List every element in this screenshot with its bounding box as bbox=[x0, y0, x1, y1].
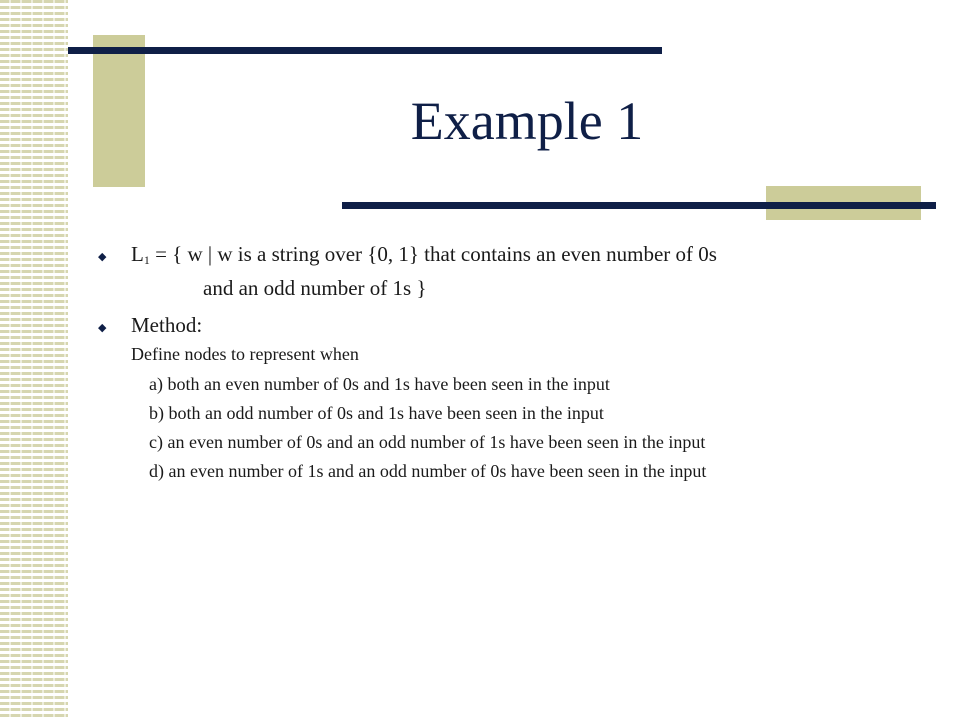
method-item-b: b) both an odd number of 0s and 1s have been seen in the input bbox=[149, 403, 604, 423]
method-item-a: a) both an even number of 0s and 1s have been seen in the input bbox=[149, 374, 610, 394]
diamond-bullet-icon: ◆ bbox=[98, 322, 107, 334]
diamond-bullet-icon: ◆ bbox=[98, 251, 107, 263]
method-heading: Method: bbox=[131, 313, 203, 337]
method-intro: Define nodes to represent when bbox=[131, 344, 359, 364]
language-definition-text: = { w | w is a string over {0, 1} that contains an even number of 0s bbox=[149, 242, 717, 266]
method-item-c: c) an even number of 0s and an odd number of 1s have been seen in the input bbox=[149, 432, 706, 452]
slide-title: Example 1 bbox=[410, 91, 644, 151]
method-item-d: d) an even number of 1s and an odd number of 0s have been seen in the input bbox=[149, 461, 707, 481]
decorative-line-top bbox=[68, 47, 662, 54]
language-subscript: 1 bbox=[143, 253, 150, 267]
bullet-language-definition bbox=[131, 242, 717, 268]
language-definition-continuation: and an odd number of 1s } bbox=[203, 276, 427, 300]
decorative-line-bottom bbox=[342, 202, 936, 209]
language-symbol: L bbox=[131, 242, 144, 266]
